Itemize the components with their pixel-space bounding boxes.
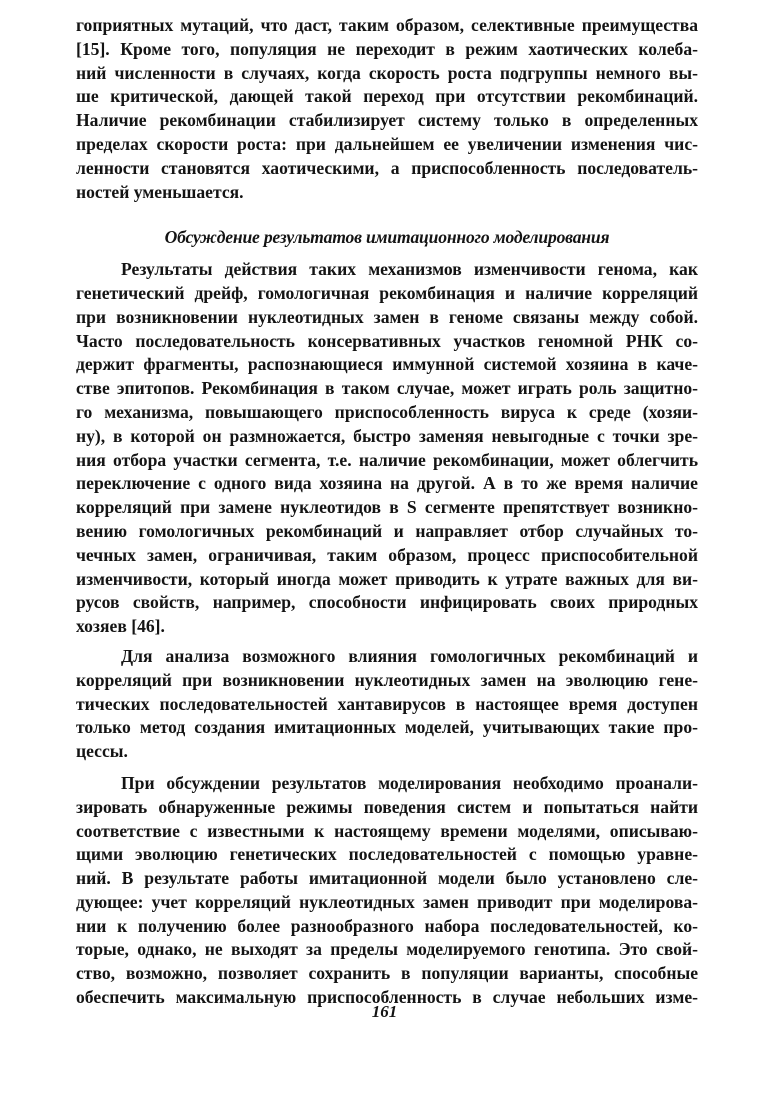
text-line: пределах скорости роста: при дальнейшем ее увеличении изменения чис- (76, 133, 698, 154)
text-line: Для анализа возможного влияния гомологичных рекомбинаций и (121, 645, 698, 666)
text-line: вению гомологичных рекомбинаций и направляет отбор случайных то- (76, 520, 698, 541)
text-line: ше критической, дающей такой переход при отсутствии рекомбинаций. (76, 86, 698, 107)
text-line: обеспечить максимальную приспособленность в случае небольших изме- (76, 987, 698, 1008)
text-line: го механизма, повышающего приспособленность вируса к среде (хозяи- (76, 401, 698, 422)
text-line: щими эволюцию генетических последовательностей с помощью уравне- (76, 844, 698, 865)
text-line: держит фрагменты, распознающиеся иммунной системой хозяина в каче- (76, 354, 698, 375)
text-line: При обсуждении результатов моделирования необходимо проанали- (121, 772, 698, 793)
text-line: Результаты действия таких механизмов изменчивости генома, как (121, 259, 698, 280)
text-line: Наличие рекомбинации стабилизирует систему только в определенных (76, 110, 698, 131)
text-line: русов свойств, например, способности инфицировать своих природных (76, 592, 698, 613)
text-line: тических последовательностей хантавирусов в настоящее время доступен (76, 693, 698, 714)
text-line: Часто последовательность консервативных участков геномной РНК со- (76, 330, 698, 351)
text-line: только метод создания имитационных моделей, учитывающих такие про- (76, 717, 698, 738)
section-heading: Обсуждение результатов имитационного моделирования (164, 227, 610, 248)
text-line: ну), в которой он размножается, быстро заменяя невыгодные с точки зре- (76, 425, 698, 446)
text-line: ний. В результате работы имитационной модели было установлено сле- (76, 868, 698, 889)
text-line: чечных замен, ограничивая, таким образом, процесс приспособительной (76, 544, 698, 565)
text-line: ностей уменьшается. (76, 181, 244, 202)
text-line: дующее: учет корреляций нуклеотидных замен приводит при моделирова- (76, 891, 698, 912)
text-line: торые, однако, не выходят за пределы моделируемого генотипа. Это свой- (76, 939, 698, 960)
paragraph-3 (76, 772, 698, 1010)
text-line: гоприятных мутаций, что даст, таким образом, селективные преимущества (76, 15, 698, 35)
paragraph-1 (76, 258, 698, 639)
text-line: соответствие с известными к настоящему времени моделями, описываю- (76, 820, 698, 841)
text-line: [15]. Кроме того, популяция не переходит в режим хаотических колеба- (76, 38, 698, 59)
text-line: переключение с одного вида хозяина на другой. А в то же время наличие (76, 473, 698, 494)
text-line: корреляций при замене нуклеотидов в S сегменте препятствует возникно- (76, 497, 698, 518)
text-line: нии к получению более разнообразного набора последовательностей, ко- (76, 915, 698, 936)
paragraph-2 (76, 645, 698, 764)
text-line: ленности становятся хаотическими, а приспособленность последователь- (76, 157, 698, 178)
text-line: стве эпитопов. Рекомбинация в таком случае, может играть роль защитно- (76, 378, 698, 399)
text-line: при возникновении нуклеотидных замен в геноме связаны между собой. (76, 306, 698, 327)
intro-paragraph (76, 14, 698, 204)
text-line: генетический дрейф, гомологичная рекомбинация и наличие корреляций (76, 282, 698, 303)
text-line: ний численности в случаях, когда скорость роста подгруппы немного вы- (76, 62, 698, 83)
text-line: хозяев [46]. (76, 616, 165, 637)
text-line: ния отбора участки сегмента, т.е. наличие рекомбинации, может облегчить (76, 449, 698, 470)
text-line: цессы. (76, 741, 128, 762)
page-number: 161 (371, 1002, 398, 1021)
book-page (76, 14, 698, 1010)
text-line: изменчивости, который иногда может приводить к утрате важных для ви- (76, 568, 698, 589)
text-line: зировать обнаруженные режимы поведения систем и попытаться найти (76, 796, 698, 817)
text-line: ство, возможно, позволяет сохранить в популяции варианты, способные (76, 963, 698, 984)
text-line: корреляций при возникновении нуклеотидных замен на эволюцию гене- (76, 669, 698, 690)
